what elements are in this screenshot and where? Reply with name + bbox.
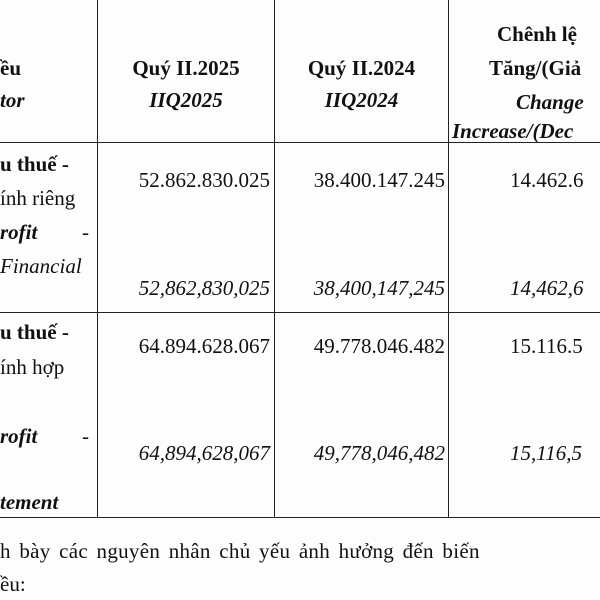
row-label-dash: - — [82, 424, 89, 448]
col-q2-2025-header-en: IIQ2025 — [149, 88, 223, 112]
value-change-en: 15,116,5 — [510, 441, 582, 465]
value-change: 14.462.6 — [510, 168, 584, 192]
col-q2-2024-header-en: IIQ2024 — [324, 88, 399, 112]
row-label-line2: ính riêng — [0, 186, 76, 210]
value-change: 15.116.5 — [510, 334, 583, 358]
indicator-header-en: tor — [0, 88, 25, 112]
indicator-header-vi: ều — [0, 56, 21, 80]
row-label-line2: ính hợp — [0, 355, 65, 379]
value-q2-2024-en: 38,400,147,245 — [313, 276, 445, 300]
row-label-line1: u thuế - — [0, 320, 69, 344]
col-change-header-line4: Increase/(Dec — [452, 119, 574, 143]
col-q2-2024-header-vi: Quý II.2024 — [307, 56, 416, 80]
value-q2-2025-en: 64,894,628,067 — [138, 441, 270, 465]
row-label-line3: rofit — [0, 424, 38, 448]
row-label-line4: tement — [0, 490, 59, 514]
value-q2-2024: 38.400.147.245 — [313, 168, 445, 192]
col-change-header-line1: Chênh lệ — [497, 22, 577, 46]
column-divider — [448, 0, 449, 518]
value-q2-2025: 64.894.628.067 — [138, 334, 270, 358]
col-change-header-line3: Change — [516, 90, 584, 114]
value-q2-2024-en: 49,778,046,482 — [313, 441, 445, 465]
row-label-line1: u thuế - — [0, 152, 69, 176]
col-q2-2025-header-vi: Quý II.2025 — [132, 56, 240, 80]
value-q2-2024: 49.778.046.482 — [313, 334, 445, 358]
body-paragraph-line1: h bày các nguyên nhân chủ yếu ảnh hưởng đến biến — [0, 539, 480, 563]
value-q2-2025-en: 52,862,830,025 — [138, 276, 270, 300]
value-q2-2025: 52.862.830.025 — [138, 168, 270, 192]
row-label-dash: - — [82, 220, 89, 244]
row-divider — [0, 517, 600, 518]
value-change-en: 14,462,6 — [510, 276, 584, 300]
row-label-line4: Financial — [0, 254, 82, 278]
col-change-header-line2: Tăng/(Giả — [489, 56, 582, 80]
row-label-line3: rofit — [0, 220, 38, 244]
body-paragraph-line2: ều: — [0, 572, 26, 596]
row-divider — [0, 312, 600, 313]
